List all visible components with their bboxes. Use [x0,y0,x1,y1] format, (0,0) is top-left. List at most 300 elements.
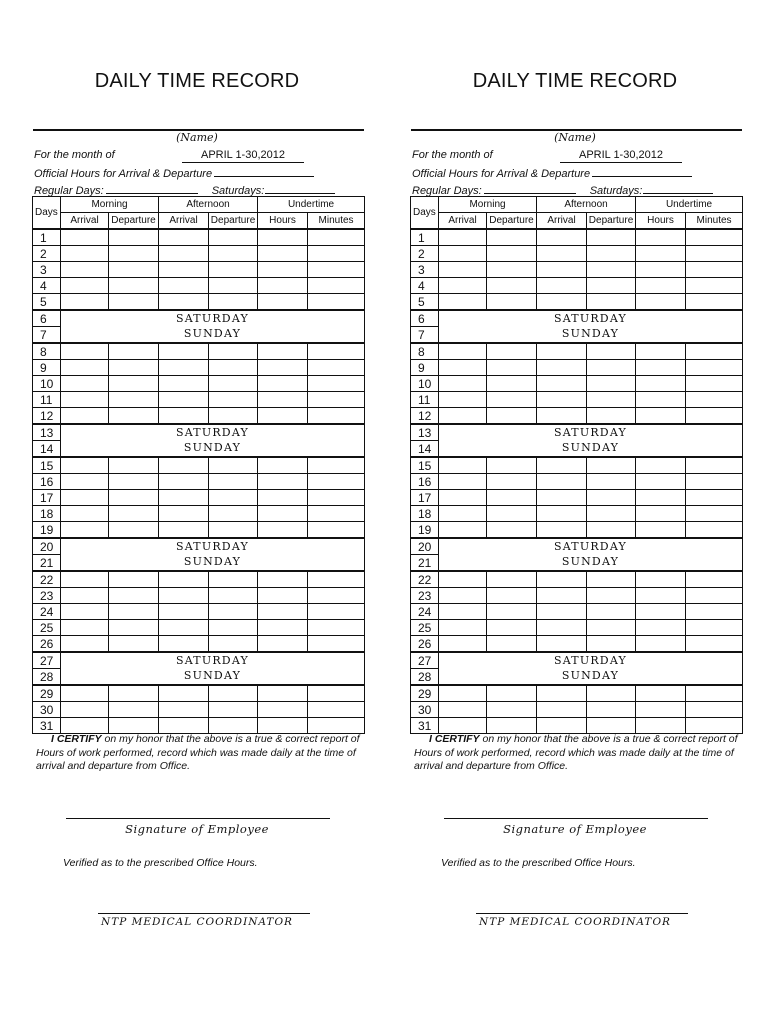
undertime-minutes-cell [308,408,365,425]
month-value: APRIL 1-30,2012 [182,149,304,163]
table-row [411,441,743,458]
days-header: Days [411,197,439,230]
table-row [411,424,743,441]
morning-arrival-cell [61,620,109,636]
morning-departure-cell [487,702,537,718]
morning-departure-cell [109,229,159,246]
undertime-hours-cell [258,262,308,278]
morning-arrival-cell [439,620,487,636]
undertime-hours-cell [258,408,308,425]
afternoon-header: Afternoon [537,197,636,213]
morning-arrival-cell [61,457,109,474]
undertime-minutes-cell [308,571,365,588]
saturday-label: SATURDAY [439,424,743,441]
table-row [411,457,743,474]
undertime-hours-cell [258,506,308,522]
undertime-minutes-cell [308,702,365,718]
undertime-minutes-cell [686,229,743,246]
day-number: 29 [33,685,61,702]
afternoon-arrival-cell [159,457,209,474]
undertime-minutes-cell [308,474,365,490]
morning-departure-cell [487,376,537,392]
undertime-hours-cell [636,702,686,718]
afternoon-departure-cell [209,588,258,604]
day-number: 24 [411,604,439,620]
morning-departure-cell [487,620,537,636]
certify-bold: I CERTIFY [429,733,480,745]
day-number: 8 [33,343,61,360]
afternoon-departure-cell [587,457,636,474]
morning-arrival-cell [61,636,109,653]
afternoon-arrival-cell [159,506,209,522]
afternoon-departure-header: Departure [209,213,258,230]
afternoon-arrival-cell [159,636,209,653]
undertime-hours-cell [636,360,686,376]
afternoon-departure-cell [587,294,636,311]
day-number: 6 [33,310,61,327]
day-number: 7 [33,327,61,344]
morning-departure-cell [109,604,159,620]
undertime-minutes-cell [308,718,365,734]
morning-arrival-cell [61,506,109,522]
certification-text [36,733,366,774]
table-row [411,604,743,620]
table-row [411,506,743,522]
undertime-hours-cell [258,376,308,392]
undertime-hours-cell [258,702,308,718]
saturday-label: SATURDAY [439,652,743,669]
day-number: 27 [33,652,61,669]
morning-arrival-cell [61,294,109,311]
table-row [33,588,365,604]
morning-arrival-cell [61,343,109,360]
undertime-minutes-cell [308,685,365,702]
undertime-hours-cell [636,278,686,294]
undertime-minutes-cell [686,278,743,294]
morning-arrival-cell [61,571,109,588]
day-number: 21 [33,555,61,572]
table-row [33,343,365,360]
afternoon-arrival-cell [537,604,587,620]
morning-departure-cell [109,490,159,506]
sunday-label: SUNDAY [439,669,743,686]
afternoon-departure-cell [209,360,258,376]
undertime-minutes-cell [686,620,743,636]
morning-departure-cell [109,685,159,702]
morning-departure-cell [109,718,159,734]
morning-arrival-cell [61,262,109,278]
day-number: 12 [411,408,439,425]
undertime-hours-header: Hours [258,213,308,230]
table-row [33,408,365,425]
morning-arrival-cell [439,522,487,539]
undertime-minutes-cell [686,360,743,376]
afternoon-departure-cell [587,376,636,392]
certify-bold: I CERTIFY [51,733,102,745]
morning-departure-cell [487,294,537,311]
undertime-hours-cell [258,278,308,294]
day-number: 31 [33,718,61,734]
sunday-label: SUNDAY [439,441,743,458]
afternoon-departure-cell [587,408,636,425]
day-number: 9 [33,360,61,376]
afternoon-arrival-cell [537,718,587,734]
table-row [33,278,365,294]
morning-departure-cell [109,588,159,604]
day-number: 20 [33,538,61,555]
undertime-minutes-cell [308,262,365,278]
morning-arrival-cell [439,294,487,311]
day-number: 21 [411,555,439,572]
saturdays-label: Saturdays: [211,185,265,197]
morning-departure-cell [487,685,537,702]
undertime-minutes-cell [308,604,365,620]
undertime-hours-cell [258,571,308,588]
afternoon-header: Afternoon [159,197,258,213]
day-number: 11 [411,392,439,408]
days-header: Days [33,197,61,230]
dtr-form-left [30,0,364,1024]
table-row [33,506,365,522]
day-number: 17 [33,490,61,506]
employee-signature-label: Signature of Employee [125,822,269,836]
day-number: 20 [411,538,439,555]
afternoon-arrival-cell [537,457,587,474]
undertime-minutes-cell [686,702,743,718]
afternoon-departure-cell [209,278,258,294]
morning-departure-cell [487,229,537,246]
morning-departure-cell [109,360,159,376]
certification-text [414,733,744,774]
name-label: (Name) [176,131,218,144]
morning-arrival-cell [439,571,487,588]
undertime-hours-cell [636,604,686,620]
undertime-hours-cell [636,490,686,506]
undertime-minutes-cell [686,392,743,408]
undertime-hours-cell [636,474,686,490]
official-hours-blank [592,165,692,177]
afternoon-departure-cell [209,408,258,425]
morning-departure-cell [487,718,537,734]
morning-arrival-cell [61,588,109,604]
undertime-hours-cell [258,588,308,604]
afternoon-arrival-cell [159,718,209,734]
morning-departure-cell [487,360,537,376]
undertime-minutes-cell [308,278,365,294]
morning-arrival-cell [439,490,487,506]
afternoon-departure-cell [587,571,636,588]
undertime-minutes-cell [686,685,743,702]
undertime-hours-cell [258,343,308,360]
month-value: APRIL 1-30,2012 [560,149,682,163]
undertime-minutes-cell [308,376,365,392]
morning-departure-cell [487,604,537,620]
official-hours-label: Official Hours for Arrival & Departure [412,168,591,180]
table-row [411,538,743,555]
table-row [411,327,743,344]
afternoon-arrival-cell [159,229,209,246]
afternoon-arrival-cell [537,588,587,604]
afternoon-arrival-cell [537,392,587,408]
afternoon-departure-cell [209,522,258,539]
afternoon-arrival-cell [537,246,587,262]
undertime-minutes-cell [308,588,365,604]
afternoon-arrival-cell [537,636,587,653]
morning-departure-cell [487,343,537,360]
undertime-minutes-cell [308,294,365,311]
official-hours-row [34,165,314,180]
afternoon-arrival-cell [159,392,209,408]
regular-days-label: Regular Days: [412,185,482,197]
verified-text: Verified as to the prescribed Office Hours. [63,857,258,869]
saturday-label: SATURDAY [439,538,743,555]
table-row [33,490,365,506]
undertime-hours-cell [636,506,686,522]
afternoon-arrival-cell [537,702,587,718]
day-number: 3 [33,262,61,278]
official-hours-row [412,165,692,180]
undertime-hours-cell [636,229,686,246]
day-number: 10 [33,376,61,392]
table-row [33,310,365,327]
morning-departure-cell [109,474,159,490]
day-number: 10 [411,376,439,392]
afternoon-departure-cell [209,392,258,408]
morning-arrival-cell [439,702,487,718]
regular-days-blank [484,182,576,194]
afternoon-departure-cell [587,490,636,506]
certify-body: on my honor that the above is a true & correct report of Hours of work performed, record which was made daily at the time of arrival and departure from Office. [36,733,360,772]
undertime-hours-cell [636,620,686,636]
table-row [411,555,743,572]
official-hours-label: Official Hours for Arrival & Departure [34,168,213,180]
table-row [411,360,743,376]
undertime-minutes-cell [686,262,743,278]
undertime-hours-cell [636,636,686,653]
table-row [411,718,743,734]
afternoon-departure-cell [209,506,258,522]
day-number: 31 [411,718,439,734]
day-number: 4 [411,278,439,294]
undertime-header: Undertime [636,197,743,213]
table-row [33,669,365,686]
undertime-hours-cell [258,457,308,474]
afternoon-arrival-header: Arrival [537,213,587,230]
table-row [411,669,743,686]
morning-arrival-cell [61,490,109,506]
morning-arrival-cell [61,718,109,734]
day-number: 22 [411,571,439,588]
undertime-minutes-cell [686,718,743,734]
morning-arrival-cell [439,343,487,360]
table-row [33,685,365,702]
day-number: 15 [411,457,439,474]
undertime-hours-cell [258,360,308,376]
day-number: 11 [33,392,61,408]
day-number: 15 [33,457,61,474]
undertime-minutes-cell [686,522,743,539]
morning-departure-cell [487,506,537,522]
day-number: 1 [33,229,61,246]
undertime-minutes-cell [308,246,365,262]
afternoon-arrival-cell [537,262,587,278]
afternoon-departure-cell [587,636,636,653]
table-row [411,246,743,262]
morning-arrival-header: Arrival [61,213,109,230]
morning-header: Morning [439,197,537,213]
undertime-hours-cell [258,246,308,262]
day-number: 25 [411,620,439,636]
table-row [411,571,743,588]
undertime-hours-cell [258,490,308,506]
afternoon-departure-cell [587,278,636,294]
day-number: 9 [411,360,439,376]
afternoon-departure-cell [209,571,258,588]
afternoon-arrival-cell [159,246,209,262]
undertime-hours-cell [636,588,686,604]
table-row [411,262,743,278]
table-row [33,246,365,262]
afternoon-departure-cell [587,588,636,604]
morning-departure-cell [487,571,537,588]
undertime-minutes-cell [686,490,743,506]
day-number: 27 [411,652,439,669]
day-number: 16 [411,474,439,490]
undertime-hours-cell [636,522,686,539]
afternoon-arrival-cell [537,343,587,360]
saturday-label: SATURDAY [61,538,365,555]
afternoon-departure-cell [209,604,258,620]
day-number: 16 [33,474,61,490]
coordinator-label: NTP MEDICAL COORDINATOR [479,916,671,928]
saturday-label: SATURDAY [61,310,365,327]
undertime-minutes-cell [686,506,743,522]
undertime-minutes-cell [308,522,365,539]
undertime-hours-header: Hours [636,213,686,230]
morning-arrival-cell [61,392,109,408]
day-number: 7 [411,327,439,344]
undertime-minutes-cell [686,294,743,311]
undertime-minutes-cell [686,588,743,604]
afternoon-departure-cell [587,604,636,620]
morning-arrival-cell [439,229,487,246]
afternoon-arrival-cell [159,571,209,588]
afternoon-departure-cell [587,620,636,636]
undertime-hours-cell [636,376,686,392]
undertime-hours-cell [636,343,686,360]
afternoon-arrival-cell [537,522,587,539]
saturday-label: SATURDAY [61,652,365,669]
afternoon-departure-cell [587,522,636,539]
afternoon-departure-cell [587,702,636,718]
day-number: 3 [411,262,439,278]
morning-departure-cell [487,262,537,278]
undertime-hours-cell [258,522,308,539]
verified-text: Verified as to the prescribed Office Hours. [441,857,636,869]
table-row [33,457,365,474]
table-row [33,555,365,572]
day-number: 18 [411,506,439,522]
undertime-hours-cell [636,457,686,474]
day-number: 8 [411,343,439,360]
table-row [411,278,743,294]
afternoon-arrival-cell [159,262,209,278]
day-number: 2 [33,246,61,262]
table-row [411,702,743,718]
day-number: 18 [33,506,61,522]
afternoon-departure-cell [209,246,258,262]
afternoon-departure-cell [209,490,258,506]
morning-departure-cell [109,262,159,278]
morning-departure-cell [109,702,159,718]
undertime-hours-cell [636,571,686,588]
afternoon-arrival-cell [537,620,587,636]
undertime-minutes-cell [308,457,365,474]
regular-days-row [412,182,713,197]
morning-departure-cell [109,408,159,425]
saturday-label: SATURDAY [61,424,365,441]
afternoon-departure-cell [587,343,636,360]
undertime-minutes-cell [686,571,743,588]
morning-arrival-cell [61,360,109,376]
morning-departure-cell [487,278,537,294]
table-row [33,702,365,718]
regular-days-label: Regular Days: [34,185,104,197]
afternoon-arrival-cell [537,294,587,311]
undertime-hours-cell [258,685,308,702]
morning-header: Morning [61,197,159,213]
undertime-hours-cell [636,294,686,311]
afternoon-arrival-cell [537,685,587,702]
day-number: 4 [33,278,61,294]
morning-arrival-cell [439,457,487,474]
afternoon-departure-cell [587,262,636,278]
morning-departure-cell [109,278,159,294]
morning-arrival-cell [439,604,487,620]
morning-arrival-cell [439,588,487,604]
afternoon-departure-cell [209,474,258,490]
coordinator-signature-line [476,913,688,914]
morning-departure-cell [487,490,537,506]
afternoon-departure-cell [587,474,636,490]
undertime-header: Undertime [258,197,365,213]
table-row [33,474,365,490]
morning-arrival-cell [439,685,487,702]
day-number: 28 [411,669,439,686]
undertime-minutes-cell [686,246,743,262]
coordinator-signature-line [98,913,310,914]
morning-arrival-cell [439,246,487,262]
day-number: 23 [33,588,61,604]
morning-arrival-cell [439,278,487,294]
afternoon-arrival-cell [537,408,587,425]
saturdays-label: Saturdays: [589,185,643,197]
day-number: 19 [33,522,61,539]
morning-departure-cell [109,636,159,653]
morning-departure-cell [487,636,537,653]
morning-departure-cell [109,376,159,392]
morning-departure-cell [109,620,159,636]
afternoon-arrival-cell [159,408,209,425]
undertime-hours-cell [258,474,308,490]
afternoon-arrival-cell [159,343,209,360]
table-row [411,310,743,327]
time-record-table [32,196,365,734]
morning-departure-cell [109,246,159,262]
regular-days-row [34,182,335,197]
employee-signature-line [444,818,708,819]
saturday-label: SATURDAY [439,310,743,327]
